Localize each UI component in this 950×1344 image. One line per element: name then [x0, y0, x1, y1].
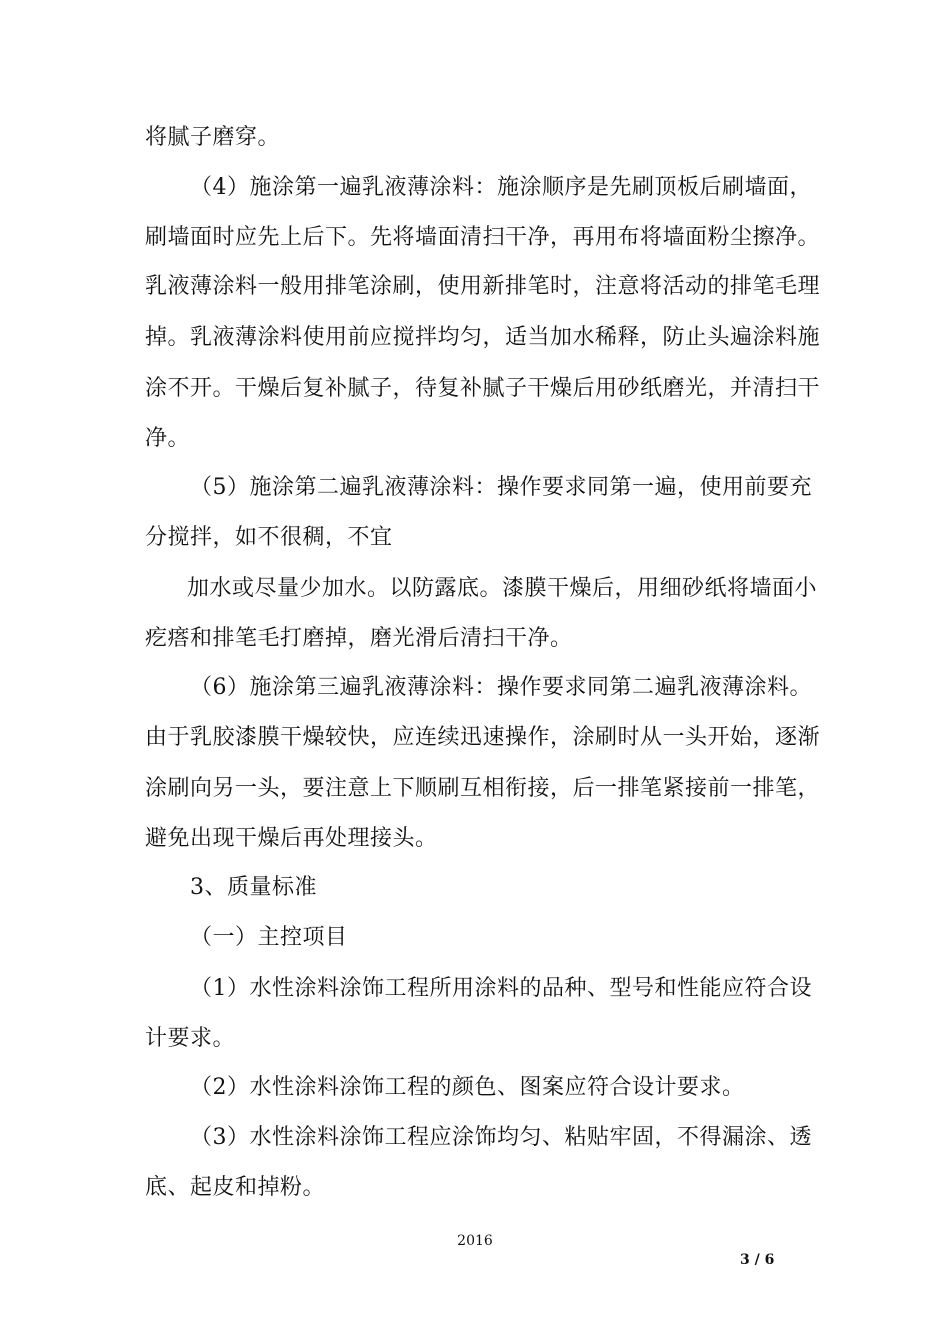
footer-year: 2016: [457, 1233, 493, 1249]
text-line: 刷墙面时应先上后下。先将墙面清扫干净，再用布将墙面粉尘擦净。: [145, 225, 821, 250]
text-line: 涂不开。干燥后复补腻子，待复补腻子干燥后用砂纸磨光，并清扫干: [145, 376, 821, 401]
text-line: （1）水性涂料涂饰工程所用涂料的品种、型号和性能应符合设: [190, 976, 812, 1001]
text-line: （2）水性涂料涂饰工程的颜色、图案应符合设计要求。: [190, 1075, 745, 1100]
page-number: 3 / 6: [740, 1252, 775, 1268]
text-line: 涂刷向另一头，要注意上下顺刷互相衔接，后一排笔紧接前一排笔，: [145, 776, 821, 801]
text-line: 底、起皮和掉粉。: [145, 1175, 326, 1200]
text-line: 疙瘩和排笔毛打磨掉，磨光滑后清扫干净。: [145, 626, 573, 651]
text-line: 乳液薄涂料一般用排笔涂刷，使用新排笔时，注意将活动的排笔毛理: [145, 274, 821, 299]
text-line: 净。: [145, 426, 191, 451]
section-heading: 3、质量标准: [190, 875, 317, 900]
text-line: 分搅拌，如不很稠，不宜: [145, 525, 393, 550]
text-line: 避免出现干燥后再处理接头。: [145, 826, 438, 851]
text-line: 将腻子磨穿。: [145, 125, 281, 150]
text-line: 掉。乳液薄涂料使用前应搅拌均匀，适当加水稀释，防止头遍涂料施: [145, 325, 821, 350]
text-line: （5）施涂第二遍乳液薄涂料：操作要求同第一遍，使用前要充: [190, 475, 812, 500]
text-line: （4）施涂第一遍乳液薄涂料：施涂顺序是先刷顶板后刷墙面，: [190, 175, 812, 200]
text-line: 计要求。: [145, 1026, 236, 1051]
subsection-heading: （一）主控项目: [190, 925, 348, 950]
text-line: （6）施涂第三遍乳液薄涂料：操作要求同第二遍乳液薄涂料。: [190, 675, 812, 700]
text-line: 加水或尽量少加水。以防露底。漆膜干燥后，用细砂纸将墙面小: [187, 576, 818, 601]
text-line: （3）水性涂料涂饰工程应涂饰均匀、粘贴牢固，不得漏涂、透: [190, 1125, 812, 1150]
text-line: 由于乳胶漆膜干燥较快，应连续迅速操作，涂刷时从一头开始，逐渐: [145, 725, 821, 750]
